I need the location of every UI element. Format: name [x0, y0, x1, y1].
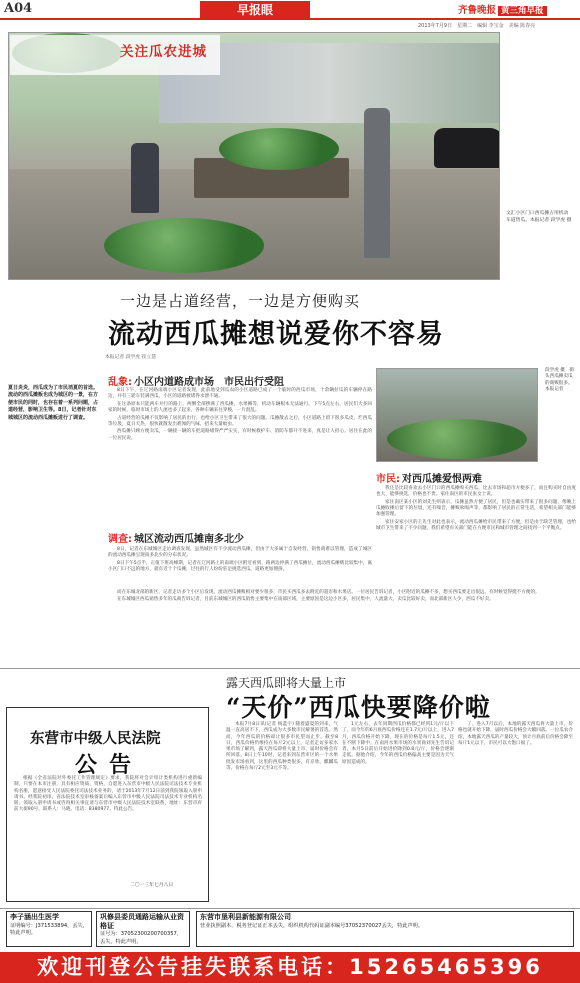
paragraph: 在东城城区西瓜销售多年的瓜商告诉记者，目前东城城区的西瓜销售主要集中在南部区域，主要原因是这边小区多，居民集中，人流量大，卖瓜比较好卖，而北部新区人少，西瓜不好卖。	[117, 597, 494, 603]
section-title: 早报眼	[200, 1, 310, 20]
paragraph: 家住南区某小区的刘先生则表示，瓜摊虽然方便了居民，但是也确实带来了很多问题，像晚上瓜摊收摊后留下的垃圾，还有噪音，摊贩吆喝声等，都影响了居民的正常生活，希望相关部门能够加强管理。	[376, 499, 576, 518]
article2-column	[342, 722, 454, 767]
photo-watermelon-pile	[219, 128, 339, 170]
notice-body	[14, 776, 202, 815]
section-heading-residents	[376, 470, 482, 485]
article2-subtitle: 露天西瓜即将大量上市	[226, 676, 347, 690]
kicker-title: 关注瓜农进城	[120, 44, 207, 60]
section-heading-text: 对西瓜摊爱恨两难	[402, 474, 482, 485]
photo-caption: 文汇小区门口西瓜摊占用机动车道售瓜。本报记者 段学虎 摄	[506, 211, 572, 223]
photo-buyer	[364, 108, 390, 258]
paragraph: 1元左右，去年同期西瓜价格都已经到1元/斤以下了，而今年的6月底西瓜价格还在1.7元/斤以上，进入7月，西瓜价格开始下降，现在的价格是每斤1.5元，还在不断下降中。在南河水果市场的水果商刘先生告诉记者，本月5日前后开始进价降到0.8元/斤，价格会逐渐走低。据他介绍，今年的西瓜价格偏高主要是因为天气原因造成的。	[342, 722, 454, 765]
section-tag: 调查:	[108, 534, 132, 545]
section-heading-chaos	[108, 373, 284, 388]
paragraph: 本报7月8日讯(记者 杨蓝宇) 随着盛夏的到来，气温一直高居不下，西瓜成为大多数市民解暑的首选。然而，今年西瓜的价格却让很多市民望而止步。截至8日，西瓜价格仍维持在每斤2元以上，记者走访多家水果市场了解到，露天西瓜即将大量上市，届时价格会有所回落。8日上午10时，记者来到东营市区的一个水果批发市场看到，这里的西瓜种类很多，有京欣、麒麟瓜等，价格在每斤2元至3元不等。	[226, 722, 338, 772]
section-body-survey-wide	[108, 590, 578, 605]
photo-caption: 段学虎 摄 街头西瓜摊卖瓜的商贩很多。本报记者	[545, 368, 575, 393]
street-vendor-photo	[376, 368, 538, 462]
logo-main: 齐鲁晚报	[458, 5, 497, 16]
section-heading-survey	[108, 530, 244, 545]
paragraph: 8日下午5点半，正值下班高峰期，记者在辽河路上的南端小区附近看到，路两边停满了西瓜摊位，流动西瓜摊贩比较集中，离小区门口不远的地方，就有近十个瓜摊，过往的行人纷纷驻足挑选西瓜，道路更加拥挤。	[108, 560, 372, 573]
photo-watermelon-pile	[104, 218, 264, 273]
article-lead: 夏日炎炎，西瓜成为了市民消夏的首选。流动的西瓜摊贩也成为城区的一景，在方便市民的同时，也存在着一系列问题，占道经营，影响卫生等。8日，记者针对东城城区的流动西瓜摊贩进行了调查。	[8, 385, 99, 421]
dateline: 2013年7月9日 星期二 编辑 李宝金 美编 陈春亮	[418, 23, 536, 29]
article-subtitle: 一边是占道经营，一边是方便购买	[120, 292, 361, 310]
article-headline: 流动西瓜摊想说爱你不容易	[108, 319, 444, 350]
paragraph: 8日，记者在东城城区走访调查发现，虽然城区有不少流动西瓜摊，但由于大多属于自发经营，销售商难以管理，造成了城区的流动西瓜摊呈现南多北少的分布状况。	[108, 547, 372, 559]
photo-car	[434, 128, 500, 168]
paragraph: 我还是比较喜欢去小区门口的西瓜摊购买西瓜，比去市场和超市方便多了，而且购买时自由度也大，能够挑选，价格也不贵。家住南区的市民张女士说。	[376, 486, 576, 498]
divider	[0, 668, 580, 669]
paragraph: 了，进入7月以后，本地的露天西瓜将大量上市，价格也就开始下降，届时西瓜价格会大幅回落。一位瓜农介绍，本地露天西瓜的产量较大，预计月底前后价格会降至每斤1元以下，市民可以大饱口福了。	[458, 722, 573, 746]
ad-title: 巩修县委员通路运输从业资格证	[100, 913, 184, 930]
paragraph: 家住安家小区的王先生对此也表示，流动西瓜摊给市民带来了方便，但是由于缺乏管理，也给城市卫生带来了不少问题，我们希望有关部门能在方便市民和城市管理之间找到一个平衡点。	[376, 519, 576, 532]
article2-column	[226, 722, 338, 774]
ad-body: 证明编号：J371533894，丢失，特此声明。	[10, 922, 88, 936]
page-number: A04	[4, 1, 33, 16]
paragraph: 而在东城北部的新区，记者走访多个小区后发现，流动西瓜摊贩相对要少很多，市民买西瓜多去附近的超市和水果店。一位居民告诉记者，小区附近的瓜摊不多，想买西瓜要走出很远，有时候觉得挺不方便的。	[117, 590, 540, 595]
section-body-residents	[376, 486, 576, 534]
photo-vendor	[131, 143, 159, 213]
photo-watermelon-pile	[387, 419, 527, 459]
paragraph: 在这条原本只能两车并行的路上，两侧全部摆满了西瓜摊，水果摊等，机动车辆根本无法通行。下午5点左右，居民们大多回家的时候，临时市场上的人流也多了起来，各种车辆来往穿梭，一片混乱。	[108, 401, 372, 414]
newspaper-logo	[458, 2, 547, 16]
section-body-survey	[108, 547, 372, 575]
section-heading-text: 城区流动西瓜摊南多北少	[134, 534, 244, 545]
paragraph: 占道经营的瓜摊不仅影响了居民的出行，也给小区卫生带来了很大的问题。瓜摊散去之后，小区道路上留下很多瓜皮、烂西瓜等垃圾，夏日天热，很快就散发出难闻的气味，招来大量蚊虫。	[108, 415, 372, 427]
lost-notice-ad	[196, 911, 574, 947]
paragraph: 西瓜摊只顾方便卖瓜，一辆接一辆的车把道路堵得严严实实，有时候救护车、消防车都开不进来，真是让人担心。居住在此的一位居民说。	[108, 429, 372, 441]
section-heading-text: 小区内道路成市场 市民出行受阻	[134, 377, 284, 388]
lost-notice-ad	[6, 911, 92, 947]
article2-column	[458, 722, 573, 748]
ad-title: 东营市垦利县新能源有限公司	[200, 913, 291, 921]
notice-date: 二〇一三年七月八日	[130, 883, 174, 888]
section-body-chaos	[108, 388, 372, 443]
lost-notice-ad	[96, 911, 190, 947]
ad-contact-banner: 欢迎刊登公告挂失联系电话：15265465396	[0, 952, 580, 983]
section-tag: 市民:	[376, 474, 400, 485]
notice-title: 公告	[75, 752, 144, 778]
ad-title: 李子涵出生医学	[10, 913, 59, 921]
ad-body: 营业执照副本、税务登记证正本丢失，组织机构代码证副本编号37052370027丢失，特此声明。	[200, 922, 424, 929]
paragraph: 8日下午，在辽河路南端小区记者发现，此前地受到瓜农的小区道路已成了一个临时的西瓜市场，十余辆拉瓜的车辆停在路边，并有三轮车装满西瓜，小区的道路被堵得水泄不通。	[108, 388, 372, 400]
paragraph: 根据《全省法院对外委托工作管理规定》要求，我院将对会计审计类机构进行重新编制，只要在本市注册，具有相应资质、资格，自愿进入东营市中级人民法院司法技术专业机构名册，愿意接受人民法院委托司法技术业务的，请于2013年7月12日前到我院领取入册申请书，经我院初审、省法院技术室审核备案后编入东营市中级人民法院司法技术专业机构名册。领取入册申请书或咨询相关事宜请与东营市中级人民法院技术室联系，地址：东营市府前大街90号，联系人：马晓，电话：8380977。特此公告。	[14, 776, 202, 813]
ad-body: 证号为：37052300200700357，丢失，特此声明。	[100, 931, 183, 945]
article-byline: 本报记者 段学虎 崔立慧	[105, 355, 157, 360]
court-name: 东营市中级人民法院	[30, 730, 161, 747]
logo-sub: 黄三角早报	[498, 6, 547, 16]
section-tag: 乱象:	[108, 377, 132, 388]
article2-headline: “天价”西瓜快要降价啦	[226, 693, 491, 722]
